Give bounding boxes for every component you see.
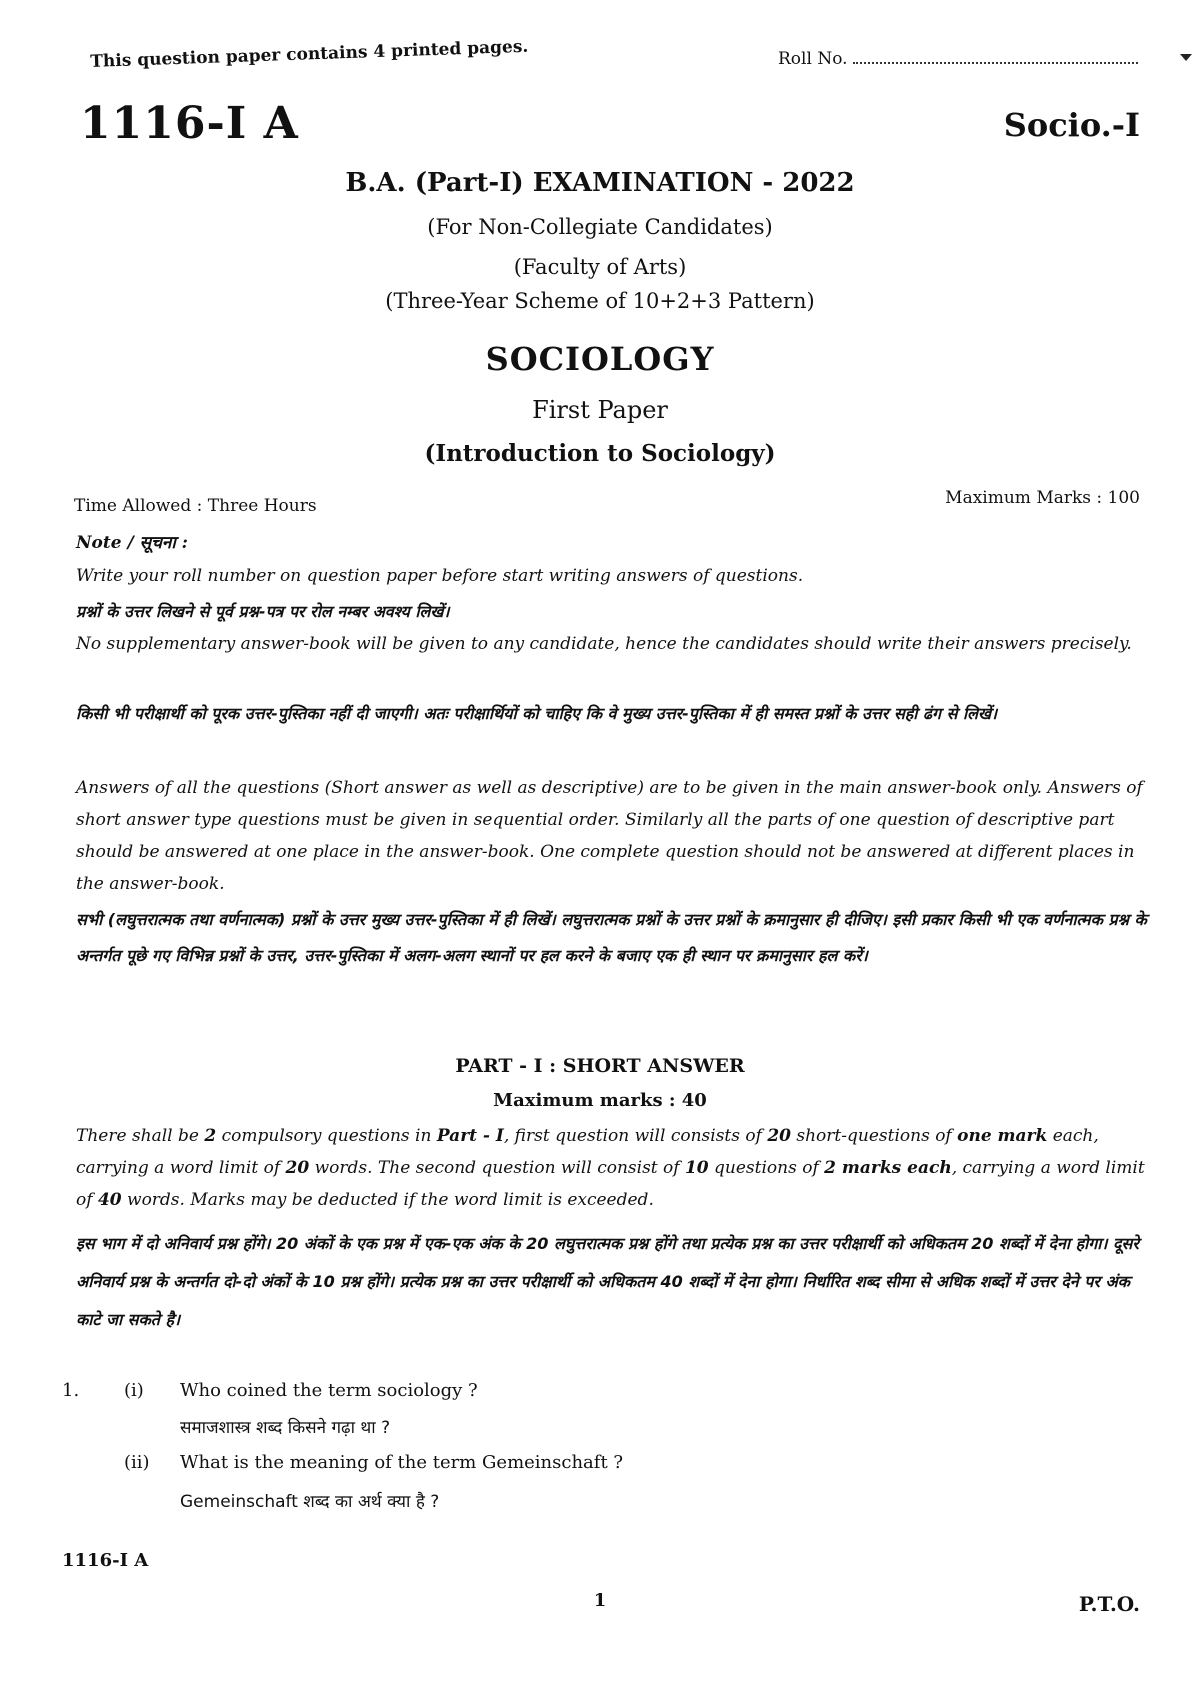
roll-number-label: Roll No. (778, 49, 848, 69)
paper-number: First Paper (532, 396, 668, 424)
faculty-line: (Faculty of Arts) (513, 255, 687, 279)
question-text-hindi: समाजशास्त्र शब्द किसने गढ़ा था ? (180, 1418, 391, 1438)
roll-number-field (778, 48, 1138, 69)
maximum-marks: Maximum Marks : 100 (945, 488, 1140, 508)
note-english-2: No supplementary answer-book will be given to any candidate, hence the candidates should write their answers precisely. (76, 634, 1132, 654)
corner-triangle-icon (1180, 54, 1192, 61)
note-english-1: Write your roll number on question paper before start writing answers of questions. (76, 566, 804, 586)
part-one-marks: Maximum marks : 40 (493, 1090, 707, 1111)
roll-number-blank (853, 48, 1138, 64)
part-one-instructions-hindi: इस भाग में दो अनिवार्य प्रश्न होंगे। 20 अंकों के एक प्रश्न में एक-एक अंक के 20 लघुत्तरात्मक प्रश्न होंगे तथा प्रत्येक प्रश्न का उत्तर परीक्षार्थी को अधिकतम 20 शब्दों में देना होगा। दूसरे अनिवार्य प्रश्न के अन्तर्गत दो-दो अंकों के 10 प्रश्न होंगे। प्रत्येक प्रश्न का उत्तर परीक्षार्थी को अधिकतम 40 शब्दों में देना होगा। निर्धारित शब्द सीमा से अधिक शब्दों में उत्तर देने पर अंक काटे जा सकते है। (76, 1234, 1139, 1329)
question-number: 1. (62, 1380, 80, 1401)
please-turn-over: P.T.O. (1078, 1592, 1140, 1616)
question-text-hindi: Gemeinschaft शब्द का अर्थ क्या है ? (180, 1492, 440, 1512)
paper-title: (Introduction to Sociology) (424, 440, 776, 467)
page-count-note: This question paper contains 4 printed pages. (90, 36, 529, 72)
question-text-english: Who coined the term sociology ? (180, 1380, 478, 1401)
question-part-label: (i) (124, 1380, 144, 1401)
subject-title: SOCIOLOGY (485, 340, 715, 378)
note-heading: Note / सूचना : (76, 533, 188, 553)
note-hindi-1: प्रश्नों के उत्तर लिखने से पूर्व प्रश्न-पत्र पर रोल नम्बर अवश्य लिखें। (76, 602, 450, 621)
page-number: 1 (593, 1590, 607, 1611)
exam-title: B.A. (Part-I) EXAMINATION - 2022 (345, 168, 855, 198)
candidates-line: (For Non-Collegiate Candidates) (427, 215, 773, 239)
scheme-line: (Three-Year Scheme of 10+2+3 Pattern) (385, 289, 815, 313)
question-part-label: (ii) (124, 1452, 150, 1473)
part-one-heading: PART - I : SHORT ANSWER (455, 1055, 745, 1077)
note-english-3: Answers of all the questions (Short answer as well as descriptive) are to be given in the main answer-book only. Answers of short answer type questions must be given in sequential order. Similarly all the parts of one question of descriptive part should be answered at one place in the answer-book. One complete question should not be answered at different places in the answer-book. (76, 778, 1143, 894)
note-hindi-2: किसी भी परीक्षार्थी को पूरक उत्तर-पुस्तिका नहीं दी जाएगी। अतः परीक्षार्थियों को चाहिए कि वे मुख्य उत्तर-पुस्तिका में ही समस्त प्रश्नों के उत्तर सही ढंग से लिखें। (76, 704, 998, 723)
subject-code: Socio.-I (1003, 106, 1140, 144)
part-one-instructions-english: There shall be 2 compulsory questions in Part - I, first question will consists of 20 short-questions of one mark each, carrying a word limit of 20 words. The second question will consist of 10 questions of 2 marks each, carrying a word limit of 40 words. Marks may be deducted if the word limit is exceeded. (76, 1126, 1145, 1210)
footer-paper-code: 1116-I A (62, 1550, 149, 1571)
paper-code: 1116-I A (80, 98, 299, 149)
time-allowed: Time Allowed : Three Hours (74, 496, 317, 516)
note-hindi-3: सभी (लघुत्तरात्मक तथा वर्णनात्मक) प्रश्नों के उत्तर मुख्य उत्तर-पुस्तिका में ही लिखें। लघुत्तरात्मक प्रश्नों के उत्तर प्रश्नों के क्रमानुसार ही दीजिए। इसी प्रकार किसी भी एक वर्णनात्मक प्रश्न के अन्तर्गत पूछे गए विभिन्न प्रश्नों के उत्तर, उत्तर-पुस्तिका में अलग-अलग स्थानों पर हल करने के बजाए एक ही स्थान पर क्रमानुसार हल करें। (76, 910, 1147, 965)
question-text-english: What is the meaning of the term Gemeinschaft ? (180, 1452, 624, 1473)
